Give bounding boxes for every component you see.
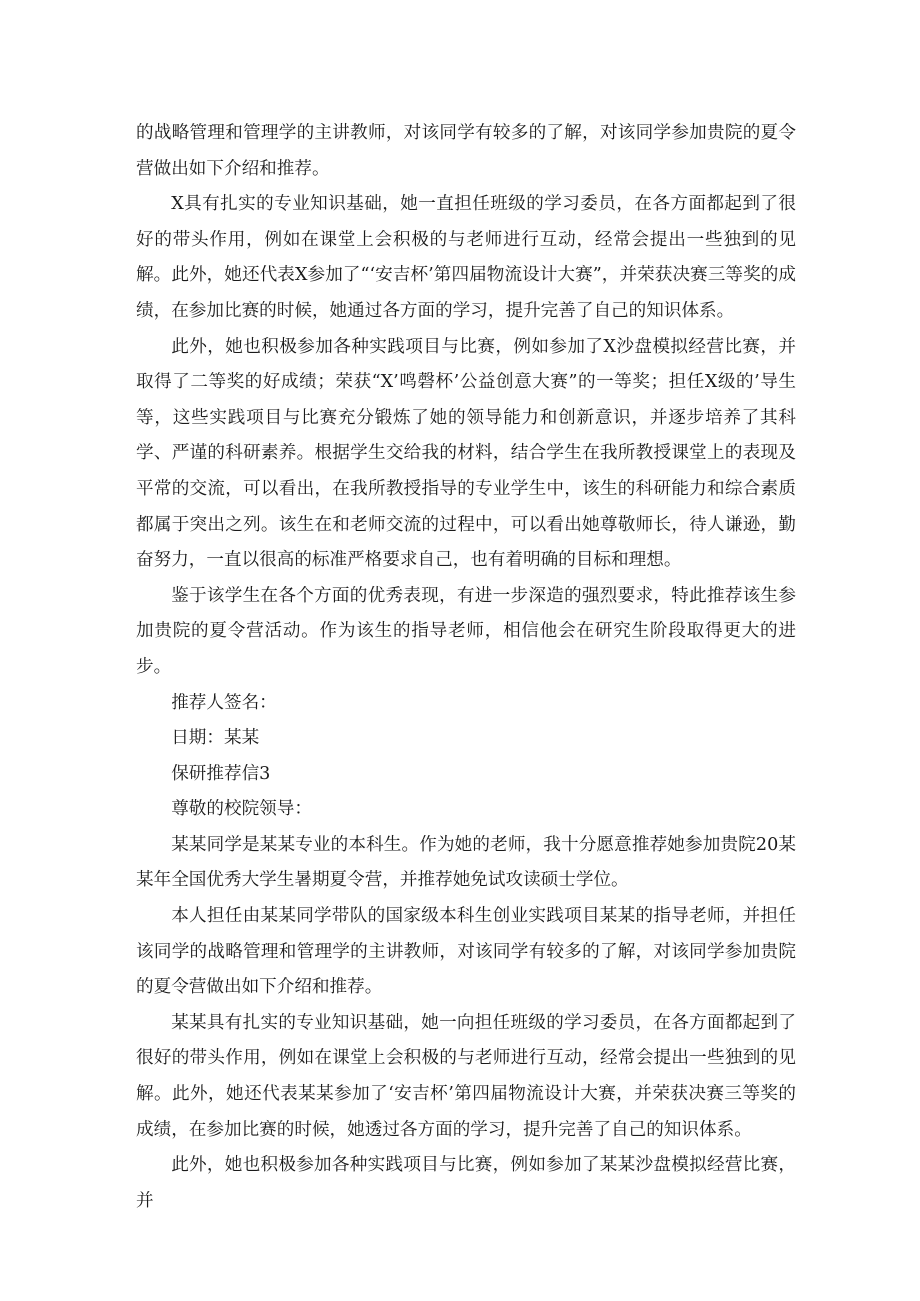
section-title: 保研推荐信3	[171, 763, 271, 784]
salutation: 尊敬的校院领导：	[171, 799, 312, 820]
signature-line: 推荐人签名：	[171, 692, 277, 713]
paragraph-7: 某某具有扎实的专业知识基础，她一向担任班级的学习委员，在各方面都起到了很好的带头作用，例如在课堂上会积极的与老师进行互动，经常会提出一些独到的见解。此外，她还代表某某参加了‘安吉杯’第四届物流设计大赛，并荣获决赛三等奖的成绩，在参加比赛的时候，她透过各方面的学习，提升完善了自己的知识体系。	[136, 1012, 796, 1140]
paragraph-4: 鉴于该学生在各个方面的优秀表现，有进一步深造的强烈要求，特此推荐该生参加贵院的夏令营活动。作为该生的指导老师，相信他会在研究生阶段取得更大的进步。	[136, 585, 796, 677]
date-line: 日期：某某	[171, 728, 260, 749]
paragraph-3: 此外，她也积极参加各种实践项目与比赛，例如参加了X沙盘模拟经营比赛，并取得了二等奖的好成绩；荣获“X’鸣磬杯’公益创意大赛”的一等奖；担任X级的’导生等，这些实践项目与比赛充分锻炼了她的领导能力和创新意识，并逐步培养了其科学、严谨的科研素养。根据学生交给我的材料，结合学生在我所教授课堂上的表现及平常的交流，可以看出，在我所教授指导的专业学生中，该生的科研能力和综合素质都属于突出之列。该生在和老师交流的过程中，可以看出她尊敬师长，待人谦逊，勤奋努力，一直以很高的标准严格要求自己，也有着明确的目标和理想。	[136, 336, 796, 571]
paragraph-2: X具有扎实的专业知识基础，她一直担任班级的学习委员，在各方面都起到了很好的带头作用，例如在课堂上会积极的与老师进行互动，经常会提出一些独到的见解。此外，她还代表X参加了“‘安吉杯’第四届物流设计大赛”，并荣获决赛三等奖的成绩，在参加比赛的时候，她通过各方面的学习，提升完善了自己的知识体系。	[136, 194, 796, 321]
paragraph-8: 此外，她也积极参加各种实践项目与比赛，例如参加了某某沙盘模拟经营比赛，并	[136, 1155, 796, 1211]
paragraph-5: 某某同学是某某专业的本科生。作为她的老师，我十分愿意推荐她参加贵院20某某年全国优秀大学生暑期夏令营，并推荐她免试攻读硕士学位。	[136, 834, 796, 891]
document-body	[136, 116, 796, 1219]
paragraph-6: 本人担任由某某同学带队的国家级本科生创业实践项目某某的指导老师，并担任该同学的战略管理和管理学的主讲教师，对该同学有较多的了解，对该同学参加贵院的夏令营做出如下介绍和推荐。	[136, 906, 796, 998]
paragraph-1: 的战略管理和管理学的主讲教师，对该同学有较多的了解，对该同学参加贵院的夏令营做出如下介绍和推荐。	[136, 123, 796, 179]
